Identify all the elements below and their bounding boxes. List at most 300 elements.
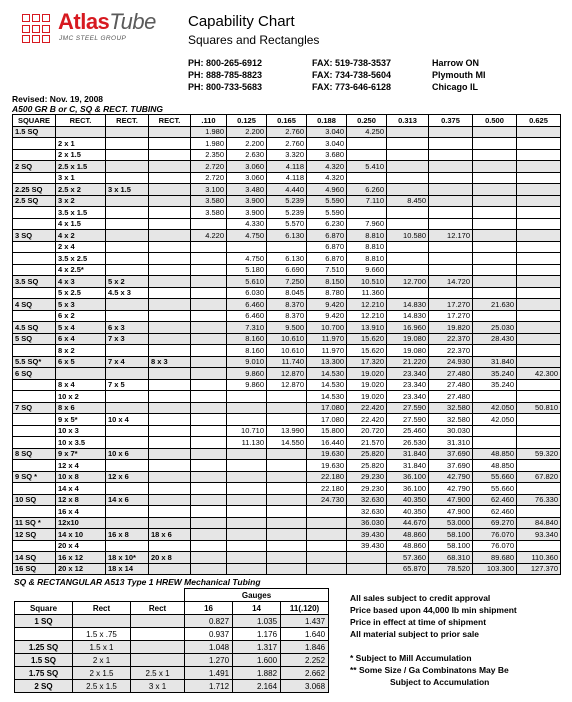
weight-cell (307, 552, 347, 564)
weight-cell: 5.180 (227, 264, 267, 276)
weight-cell: 1.882 (233, 667, 281, 680)
table-row (15, 654, 329, 667)
table-row (13, 368, 561, 380)
weight-cell: 28.430 (473, 333, 517, 345)
weight-cell (473, 345, 517, 357)
table-row (13, 471, 561, 483)
weight-cell: 23.340 (387, 368, 429, 380)
weight-cell (517, 184, 561, 196)
weight-cell: 6.260 (347, 184, 387, 196)
table-row (13, 391, 561, 403)
square-size-cell (13, 287, 56, 299)
weight-cell (347, 138, 387, 150)
weight-cell: 47.900 (429, 494, 473, 506)
table-row (13, 149, 561, 161)
page-subtitle: Squares and Rectangles (188, 33, 320, 47)
rect-size-cell (106, 391, 149, 403)
rect-size-cell (149, 310, 191, 322)
square-size-cell (13, 391, 56, 403)
rect-size-cell: 8 x 2 (56, 345, 106, 357)
weight-cell: 25.820 (347, 448, 387, 460)
weight-cell: 17.270 (429, 310, 473, 322)
weight-cell: 55.660 (473, 471, 517, 483)
rect-size-cell (149, 149, 191, 161)
table-row (13, 563, 561, 575)
weight-cell (517, 310, 561, 322)
weight-cell: 1.980 (191, 126, 227, 138)
weight-cell: 29.230 (347, 483, 387, 495)
weight-cell (267, 483, 307, 495)
rect-size-cell: 18 x 6 (149, 529, 191, 541)
weight-cell: 3.068 (281, 680, 329, 693)
weight-cell: 2.350 (191, 149, 227, 161)
weight-cell: 13.990 (267, 425, 307, 437)
square-size-cell: 3 SQ (13, 230, 56, 242)
weight-cell: 2.760 (267, 138, 307, 150)
mechanical-header-row (15, 602, 329, 615)
rect-size-cell (149, 540, 191, 552)
weight-cell: 2.200 (227, 126, 267, 138)
weight-cell: 89.680 (473, 552, 517, 564)
weight-cell (473, 161, 517, 173)
weight-cell (473, 310, 517, 322)
rect-size-cell: 18 x 14 (106, 563, 149, 575)
weight-cell: 1.640 (281, 628, 329, 641)
weight-cell: 2.252 (281, 654, 329, 667)
table-row (15, 667, 329, 680)
weight-cell (387, 253, 429, 265)
column-header: 11(.120) (281, 602, 329, 615)
fax-plymouth: FAX: 734-738-5604 (312, 70, 392, 80)
square-size-cell (13, 483, 56, 495)
weight-cell (473, 184, 517, 196)
weight-cell: 6.870 (307, 241, 347, 253)
rect-size-cell (149, 172, 191, 184)
weight-cell (517, 356, 561, 368)
weight-cell (517, 161, 561, 173)
weight-cell (517, 414, 561, 426)
rect-size-cell: 9 x 7* (56, 448, 106, 460)
rect-size-cell: 2 x 1 (73, 654, 131, 667)
weight-cell (191, 287, 227, 299)
weight-cell (387, 241, 429, 253)
table-row (13, 517, 561, 529)
rect-size-cell: 16 x 12 (56, 552, 106, 564)
weight-cell: 24.730 (307, 494, 347, 506)
rect-size-cell (149, 494, 191, 506)
square-size-cell (13, 138, 56, 150)
table-row (13, 184, 561, 196)
weight-cell: 42.300 (517, 368, 561, 380)
rect-size-cell: 8 x 4 (56, 379, 106, 391)
square-size-cell (13, 414, 56, 426)
weight-cell: 1.712 (185, 680, 233, 693)
phone-chicago: PH: 800-733-5683 (188, 82, 263, 92)
weight-cell: 1.270 (185, 654, 233, 667)
weight-cell: 6.130 (267, 230, 307, 242)
rect-size-cell (106, 368, 149, 380)
weight-cell: 3.320 (267, 149, 307, 161)
spec-heading: A500 GR B or C, SQ & RECT. TUBING (12, 104, 163, 114)
weight-cell: 4.750 (227, 253, 267, 265)
square-size-cell: 9 SQ * (13, 471, 56, 483)
weight-cell (387, 264, 429, 276)
weight-cell (227, 563, 267, 575)
weight-cell (387, 287, 429, 299)
weight-cell: 4.750 (227, 230, 267, 242)
weight-cell: 19.020 (347, 379, 387, 391)
rect-size-cell: 14 x 6 (106, 494, 149, 506)
weight-cell: 25.820 (347, 460, 387, 472)
table-row (15, 628, 329, 641)
rect-size-cell: 4 x 2 (56, 230, 106, 242)
weight-cell: 16.960 (387, 322, 429, 334)
weight-cell: 14.720 (429, 276, 473, 288)
column-header: 14 (233, 602, 281, 615)
weight-cell: 9.660 (347, 264, 387, 276)
weight-cell: 58.100 (429, 540, 473, 552)
rect-size-cell (149, 184, 191, 196)
phone-list (188, 57, 262, 93)
weight-cell: 3.580 (191, 207, 227, 219)
weight-cell: 35.240 (473, 368, 517, 380)
mechanical-tubing-title: SQ & RECTANGULAR A513 Type 1 HREW Mechanical Tubing (14, 577, 261, 587)
weight-cell (267, 506, 307, 518)
weight-cell (227, 402, 267, 414)
rect-size-cell (106, 195, 149, 207)
rect-size-cell (149, 264, 191, 276)
weight-cell: 21.570 (347, 437, 387, 449)
weight-cell (267, 414, 307, 426)
column-header: Rect (131, 602, 185, 615)
rect-size-cell (149, 276, 191, 288)
weight-cell (429, 184, 473, 196)
rect-size-cell (131, 654, 185, 667)
weight-cell (387, 149, 429, 161)
weight-cell: 50.810 (517, 402, 561, 414)
weight-cell: 19.080 (387, 333, 429, 345)
weight-cell (307, 506, 347, 518)
weight-cell: 7.110 (347, 195, 387, 207)
weight-cell (191, 517, 227, 529)
square-size-cell: 1.5 SQ (15, 654, 73, 667)
weight-cell: 1.980 (191, 138, 227, 150)
rect-size-cell: 6 x 4 (56, 333, 106, 345)
weight-cell: 8.370 (267, 310, 307, 322)
square-size-cell (13, 207, 56, 219)
location-chicago: Chicago IL (432, 82, 479, 92)
weight-cell (191, 494, 227, 506)
logo-subtitle: JMC STEEL GROUP (59, 35, 127, 42)
rect-size-cell (149, 218, 191, 230)
square-size-cell: 7 SQ (13, 402, 56, 414)
rect-size-cell: 12 x 4 (56, 460, 106, 472)
weight-cell (191, 241, 227, 253)
rect-size-cell (149, 322, 191, 334)
weight-cell (307, 540, 347, 552)
weight-cell (429, 161, 473, 173)
table-row (13, 494, 561, 506)
weight-cell: 4.250 (347, 126, 387, 138)
table-row (13, 414, 561, 426)
weight-cell (473, 149, 517, 161)
phone-harrow: PH: 800-265-6912 (188, 58, 263, 68)
weight-cell: 93.340 (517, 529, 561, 541)
rect-size-cell (106, 149, 149, 161)
square-size-cell (13, 264, 56, 276)
rect-size-cell: 16 x 4 (56, 506, 106, 518)
weight-cell: 10.710 (227, 425, 267, 437)
rect-size-cell: 6 x 3 (106, 322, 149, 334)
weight-cell (429, 241, 473, 253)
weight-cell (517, 391, 561, 403)
gauges-label: Gauges (185, 589, 329, 602)
column-header: RECT. (56, 115, 106, 127)
rect-size-cell (149, 414, 191, 426)
weight-cell: 10.580 (387, 230, 429, 242)
square-size-cell (13, 425, 56, 437)
weight-cell: 8.810 (347, 253, 387, 265)
weight-cell: 12.870 (267, 379, 307, 391)
terms-notes (350, 592, 517, 688)
rect-size-cell (131, 641, 185, 654)
weight-cell (473, 276, 517, 288)
weight-cell: 68.310 (429, 552, 473, 564)
weight-cell: 10.510 (347, 276, 387, 288)
weight-cell (227, 448, 267, 460)
weight-cell: 6.460 (227, 310, 267, 322)
weight-cell (191, 310, 227, 322)
weight-cell: 23.340 (387, 379, 429, 391)
weight-cell: 37.690 (429, 448, 473, 460)
weight-cell: 4.320 (307, 172, 347, 184)
table-row (13, 448, 561, 460)
weight-cell (517, 345, 561, 357)
weight-cell (267, 471, 307, 483)
table-row (13, 425, 561, 437)
weight-cell (267, 460, 307, 472)
weight-cell: 3.680 (307, 149, 347, 161)
weight-cell (473, 207, 517, 219)
rect-size-cell: 7 x 4 (106, 356, 149, 368)
weight-cell (517, 264, 561, 276)
weight-cell: 14.550 (267, 437, 307, 449)
weight-cell: 76.070 (473, 540, 517, 552)
rect-size-cell (149, 506, 191, 518)
weight-cell: 36.030 (347, 517, 387, 529)
weight-cell (227, 540, 267, 552)
rect-size-cell (149, 333, 191, 345)
rect-size-cell (149, 345, 191, 357)
table-row (13, 230, 561, 242)
weight-cell: 22.180 (307, 471, 347, 483)
rect-size-cell: 7 x 3 (106, 333, 149, 345)
weight-cell: 36.100 (387, 471, 429, 483)
weight-cell: 62.460 (473, 506, 517, 518)
rect-size-cell (73, 615, 131, 628)
weight-cell: 8.780 (307, 287, 347, 299)
weight-cell: 2.760 (267, 126, 307, 138)
weight-cell (387, 207, 429, 219)
rect-size-cell: 10 x 8 (56, 471, 106, 483)
weight-cell: 27.480 (429, 379, 473, 391)
weight-cell: 15.800 (307, 425, 347, 437)
weight-cell: 2.630 (227, 149, 267, 161)
weight-cell (267, 552, 307, 564)
rect-size-cell (131, 628, 185, 641)
table-row (13, 345, 561, 357)
weight-cell: 10.700 (307, 322, 347, 334)
weight-cell (429, 218, 473, 230)
weight-cell: 31.840 (387, 448, 429, 460)
rect-size-cell (149, 195, 191, 207)
weight-cell: 19.020 (347, 391, 387, 403)
weight-cell: 40.350 (387, 506, 429, 518)
rect-size-cell (149, 437, 191, 449)
weight-cell (517, 172, 561, 184)
phone-plymouth: PH: 888-785-8823 (188, 70, 263, 80)
table-row (13, 264, 561, 276)
column-header: 0.313 (387, 115, 429, 127)
weight-cell: 25.030 (473, 322, 517, 334)
weight-cell (517, 425, 561, 437)
rect-size-cell: 16 x 8 (106, 529, 149, 541)
weight-cell (267, 563, 307, 575)
rect-size-cell (149, 299, 191, 311)
weight-cell: 5.610 (227, 276, 267, 288)
weight-cell: 21.630 (473, 299, 517, 311)
weight-cell (429, 149, 473, 161)
weight-cell: 14.530 (307, 379, 347, 391)
square-size-cell: 12 SQ (13, 529, 56, 541)
square-size-cell: 10 SQ (13, 494, 56, 506)
weight-cell: 3.060 (227, 172, 267, 184)
weight-cell: 7.250 (267, 276, 307, 288)
rect-size-cell (106, 517, 149, 529)
weight-cell (429, 172, 473, 184)
weight-cell: 8.150 (307, 276, 347, 288)
weight-cell (191, 391, 227, 403)
weight-cell: 57.360 (387, 552, 429, 564)
table-row (13, 253, 561, 265)
weight-cell: 3.040 (307, 138, 347, 150)
weight-cell (429, 138, 473, 150)
weight-cell: 103.300 (473, 563, 517, 575)
rect-size-cell (149, 460, 191, 472)
table-row (13, 506, 561, 518)
column-header: 0.625 (517, 115, 561, 127)
weight-cell (473, 391, 517, 403)
weight-cell: 22.370 (429, 345, 473, 357)
weight-cell: 5.590 (307, 195, 347, 207)
weight-cell: 31.310 (429, 437, 473, 449)
rect-size-cell: 5 x 3 (56, 299, 106, 311)
weight-cell (191, 471, 227, 483)
weight-cell: 20.720 (347, 425, 387, 437)
rect-size-cell (106, 345, 149, 357)
square-size-cell (13, 241, 56, 253)
weight-cell (267, 517, 307, 529)
weight-cell: 42.050 (473, 414, 517, 426)
weight-cell: 1.846 (281, 641, 329, 654)
weight-cell (191, 264, 227, 276)
rect-size-cell: 2 x 1 (56, 138, 106, 150)
table-row (13, 460, 561, 472)
rect-size-cell: 7 x 5 (106, 379, 149, 391)
rect-size-cell: 4.5 x 3 (106, 287, 149, 299)
weight-cell (347, 563, 387, 575)
weight-cell (191, 540, 227, 552)
rect-size-cell (149, 563, 191, 575)
weight-cell (191, 529, 227, 541)
weight-cell: 42.050 (473, 402, 517, 414)
rect-size-cell (56, 126, 106, 138)
rect-size-cell (106, 264, 149, 276)
weight-cell (517, 218, 561, 230)
weight-cell (517, 322, 561, 334)
weight-cell: 32.580 (429, 402, 473, 414)
rect-size-cell (149, 517, 191, 529)
weight-cell (191, 506, 227, 518)
weight-cell: 24.930 (429, 356, 473, 368)
weight-cell (387, 172, 429, 184)
weight-cell: 5.570 (267, 218, 307, 230)
weight-cell (517, 540, 561, 552)
weight-cell: 5.239 (267, 207, 307, 219)
weight-cell: 62.460 (473, 494, 517, 506)
weight-cell (191, 276, 227, 288)
weight-cell: 12.210 (347, 299, 387, 311)
weight-cell: 9.860 (227, 379, 267, 391)
weight-cell: 8.810 (347, 241, 387, 253)
rect-size-cell (106, 161, 149, 173)
square-size-cell (13, 218, 56, 230)
weight-cell: 9.500 (267, 322, 307, 334)
weight-cell: 55.660 (473, 483, 517, 495)
square-size-cell: 16 SQ (13, 563, 56, 575)
rect-size-cell (149, 368, 191, 380)
weight-cell (347, 149, 387, 161)
weight-cell: 4.330 (227, 218, 267, 230)
weight-cell: 3.040 (307, 126, 347, 138)
rect-size-cell (106, 483, 149, 495)
rect-size-cell: 2.5 x 1 (131, 667, 185, 680)
weight-cell (267, 529, 307, 541)
mechanical-tubing-table (14, 588, 329, 693)
weight-cell (191, 483, 227, 495)
column-header: Rect (73, 602, 131, 615)
weight-cell (473, 264, 517, 276)
weight-cell: 14.830 (387, 299, 429, 311)
square-size-cell (13, 506, 56, 518)
weight-cell: 19.630 (307, 460, 347, 472)
weight-cell (517, 483, 561, 495)
weight-cell (191, 552, 227, 564)
rect-size-cell: 10 x 4 (106, 414, 149, 426)
weight-cell (473, 241, 517, 253)
capability-header-row (13, 115, 561, 127)
weight-cell (191, 414, 227, 426)
weight-cell (191, 379, 227, 391)
weight-cell: 25.460 (387, 425, 429, 437)
weight-cell: 6.230 (307, 218, 347, 230)
weight-cell: 4.118 (267, 172, 307, 184)
weight-cell (227, 529, 267, 541)
weight-cell: 84.840 (517, 517, 561, 529)
weight-cell: 6.460 (227, 299, 267, 311)
weight-cell: 11.970 (307, 345, 347, 357)
rect-size-cell (106, 540, 149, 552)
